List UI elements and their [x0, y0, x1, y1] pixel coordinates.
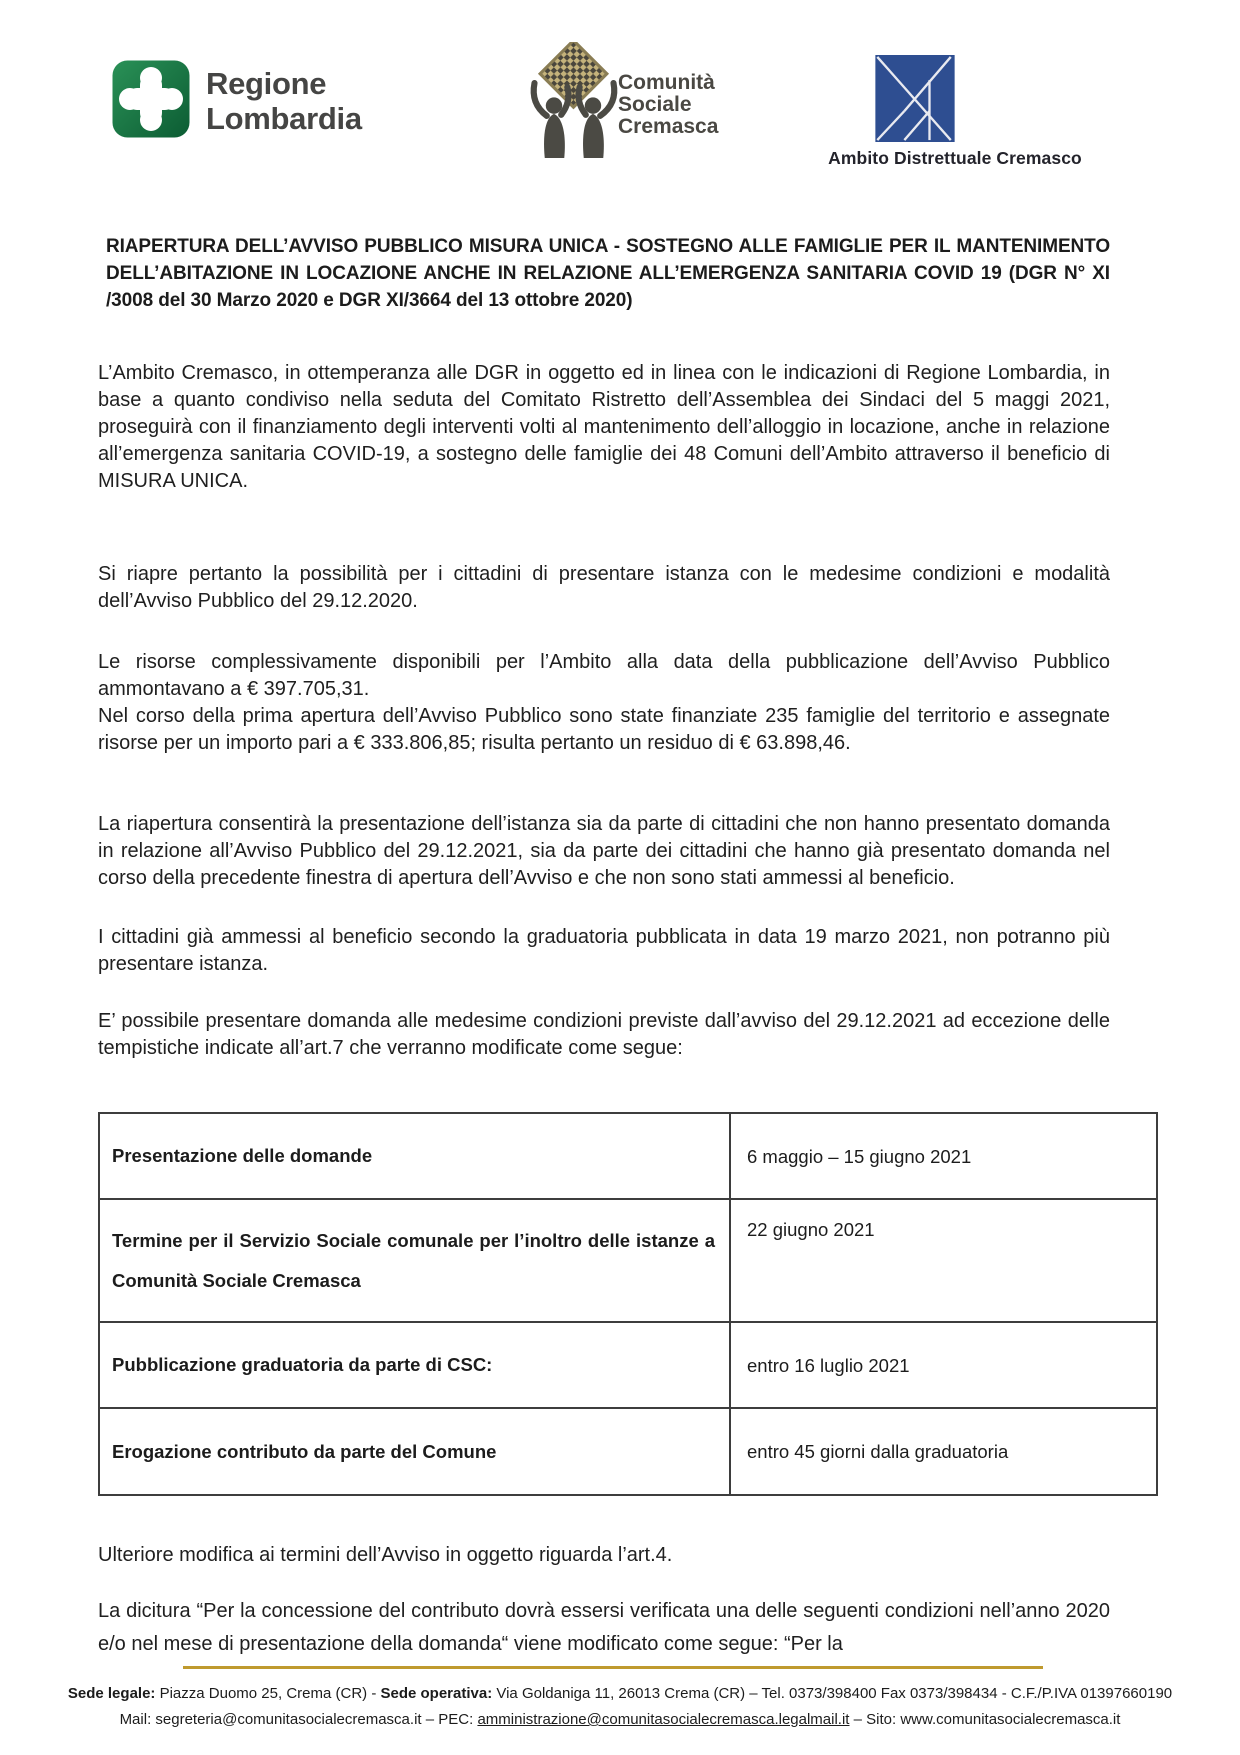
csc-wordmark — [618, 72, 718, 165]
document-title: RIAPERTURA DELL’AVVISO PUBBLICO MISURA UNICA - SOSTEGNO ALLE FAMIGLIE PER IL MANTENIMENTO DELL’ABITAZIONE IN LOCAZIONE ANCHE IN RELAZIONE ALL’EMERGENZA SANITARIA COVID 19 (DGR N° XI /3008 del 30 Marzo 2020 e DGR XI/3664 del 13 ottobre 2020) — [106, 236, 1110, 311]
paragraph-riapertura-istanza: Si riapre pertanto la possibilità per i cittadini di presentare istanza con le medesime condizioni e modalità dell’Avviso Pubblico del 29.12.2020. — [98, 563, 1110, 612]
table-row — [99, 1199, 1157, 1322]
csc-emblem-icon — [524, 42, 624, 165]
sede-legale-value: Piazza Duomo 25, Crema (CR) - — [155, 1685, 381, 1702]
regione-text: Regione — [206, 66, 327, 101]
footer-legal-line — [30, 1681, 1210, 1707]
sito-text: – Sito: www.comunitasocialecremasca.it — [849, 1711, 1121, 1728]
lombardia-text: Lombardia — [206, 101, 362, 136]
paragraph-ambito-cremasco: L’Ambito Cremasco, in ottemperanza alle DGR in oggetto ed in linea con le indicazioni di Regione Lombardia, in base a quanto condiviso nella seduta del Comitato Ristretto dell’Assemblea dei Sindaci del 5 maggi 2021, proseguirà con il finanziamento degli interventi volti al mantenimento dell’alloggio in locazione, anche in relazione all’emergenza sanitaria COVID-19, a sostegno delle famiglie dei 48 Comuni dell’Ambito attraverso il beneficio di MISURA UNICA. — [98, 362, 1110, 492]
table-row — [99, 1408, 1157, 1495]
tangram-icon — [810, 55, 1100, 142]
ambito-caption: Ambito Distrettuale Cremasco — [828, 148, 1082, 168]
document-body — [98, 233, 1110, 1661]
paragraph-risorse-disponibili: Le risorse complessivamente disponibili per l’Ambito alla data della pubblicazione dell’Avviso Pubblico ammontavano a € 397.705,31. — [98, 651, 1110, 700]
ambito-distrettuale-logo — [810, 55, 1100, 169]
row-value: entro 45 giorni dalla graduatoria — [730, 1408, 1157, 1495]
schedule-table — [98, 1112, 1158, 1496]
sede-operativa-label: Sede operativa: — [380, 1685, 493, 1702]
row-value: 22 giugno 2021 — [730, 1199, 1157, 1322]
row-value: entro 16 luglio 2021 — [730, 1322, 1157, 1408]
row-label: Erogazione contributo da parte del Comune — [99, 1408, 730, 1495]
csc-text-2: Sociale — [618, 93, 692, 116]
regione-lombardia-wordmark — [206, 66, 362, 136]
row-value: 6 maggio – 15 giugno 2021 — [730, 1113, 1157, 1199]
table-row — [99, 1113, 1157, 1199]
row-label: Termine per il Servizio Sociale comunale per l’inoltro delle istanze a Comunità Sociale Cremasca — [99, 1199, 730, 1322]
table-row — [99, 1322, 1157, 1408]
paragraph-medesime-condizioni: E’ possibile presentare domanda alle medesime condizioni previste dall’avviso del 29.12.2021 ad eccezione delle tempistiche indicate all’art.7 che verranno modificate come segue: — [98, 1010, 1110, 1059]
mail-text: Mail: segreteria@comunitasocialecremasca.it – PEC: — [119, 1711, 478, 1728]
row-label: Pubblicazione graduatoria da parte di CSC: — [99, 1322, 730, 1408]
row-label: Presentazione delle domande — [99, 1113, 730, 1199]
comunita-sociale-cremasca-logo — [524, 42, 718, 165]
paragraph-ulteriore-modifica: Ulteriore modifica ai termini dell’Avviso in oggetto riguarda l’art.4. — [98, 1544, 673, 1566]
footer-rule — [183, 1666, 1043, 1669]
sede-legale-label: Sede legale: — [67, 1685, 156, 1702]
paragraph-prima-apertura: Nel corso della prima apertura dell’Avviso Pubblico sono state finanziate 235 famiglie del territorio e assegnate risorse per un importo pari a € 333.806,85; risulta pertanto un residuo di € 63.898,46. — [98, 705, 1110, 754]
paragraph-cittadini-ammessi: I cittadini già ammessi al beneficio secondo la graduatoria pubblicata in data 19 marzo 2021, non potranno più presentare istanza. — [98, 926, 1110, 975]
footer-contact-line — [30, 1707, 1210, 1733]
csc-text-3: Cremasca — [618, 115, 719, 138]
paragraph-riapertura-consentira: La riapertura consentirà la presentazione dell’istanza sia da parte di cittadini che non hanno presentato domanda in relazione all’Avviso Pubblico del 29.12.2021, sia da parte dei cittadini che hanno già presentato domanda nel corso della precedente finestra di apertura dell’Avviso e che non sono stati ammessi al beneficio. — [98, 813, 1110, 889]
sede-operativa-value: Via Goldaniga 11, 26013 Crema (CR) – Tel. 0373/398400 Fax 0373/398434 - C.F./P.IVA 01397660190 — [492, 1685, 1173, 1702]
pec-link[interactable]: amministrazione@comunitasocialecremasca.legalmail.it — [477, 1711, 850, 1728]
paragraph-dicitura: La dicitura “Per la concessione del contributo dovrà essersi verificata una delle seguenti condizioni nell’anno 2020 e/o nel mese di presentazione della domanda“ viene modificato come segue: “Per la — [98, 1600, 1110, 1655]
csc-text-1: Comunità — [618, 71, 715, 94]
footer — [30, 1681, 1210, 1733]
regione-lombardia-logo — [112, 60, 362, 143]
header — [0, 0, 1240, 175]
rosa-camuna-icon — [112, 60, 190, 143]
